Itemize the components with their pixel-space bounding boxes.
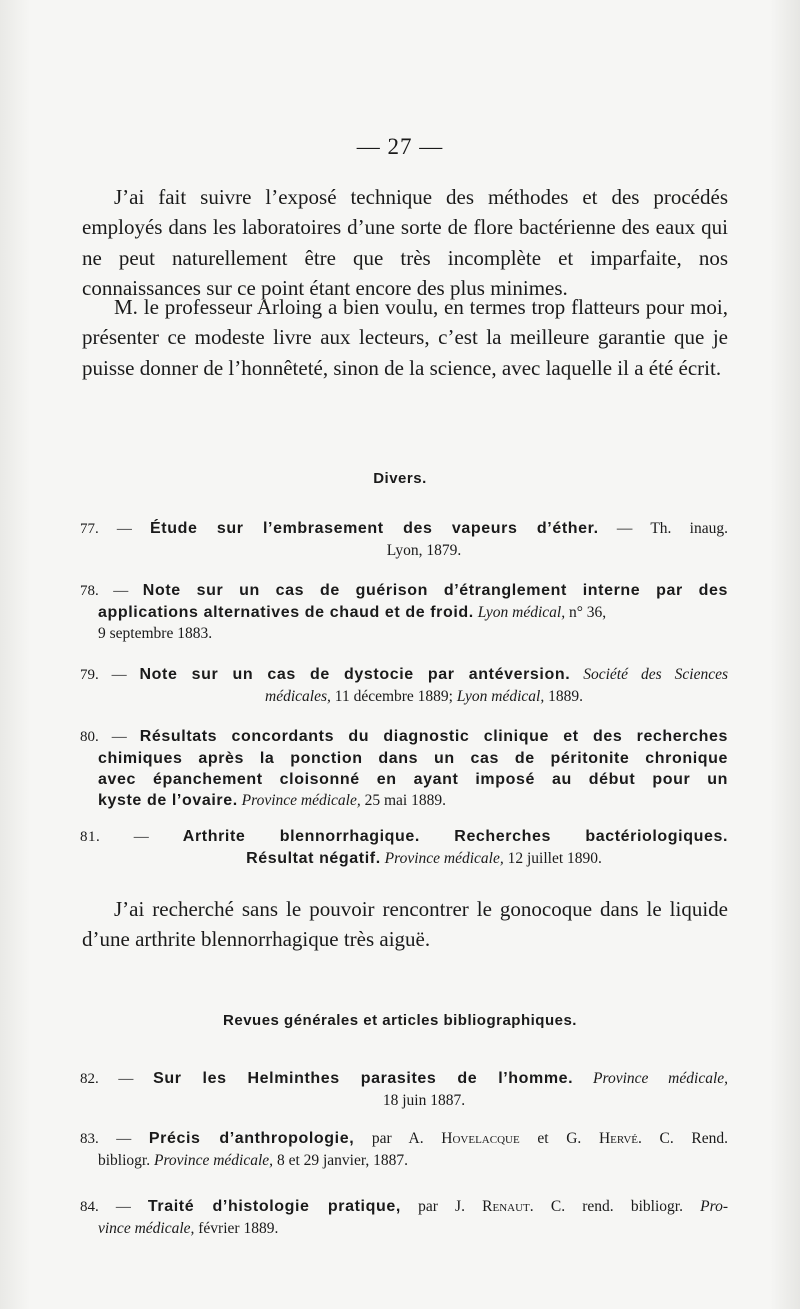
entry-line [80, 769, 728, 790]
entry-title: Arthrite blennorrhagique. Recherches bactériologiques. [182, 828, 728, 845]
entry-line [80, 1196, 728, 1218]
entry-note-cont: bibliogr. [98, 1152, 154, 1169]
entry-journal: Province médicale, [573, 1070, 729, 1087]
entry-note: . C. Rend. [638, 1130, 729, 1147]
entry-author: Renaut [482, 1198, 530, 1215]
entry-journal: Pro- [700, 1198, 729, 1215]
entry-title-cont: chimiques après la ponction dans un cas de péritonite chronique [98, 750, 728, 767]
bibliography-entry-83 [80, 1128, 728, 1171]
entry-line [80, 664, 728, 686]
note-paragraph: J’ai recherché sans le pouvoir rencontrer le gonocoque dans le liquide d’une arthrite blennorrhagique très aiguë. [82, 897, 728, 952]
section-title-divers: Divers. [373, 470, 427, 487]
entry-line [80, 848, 728, 869]
entry-date: 8 et 29 janvier, 1887. [273, 1152, 409, 1169]
entry-line [80, 686, 728, 707]
entry-title: Étude sur l’embrasement des vapeurs d’éther. [150, 520, 599, 537]
entry-title: Note sur un cas de dystocie par antéversion. [139, 666, 571, 683]
entry-title: Sur les Helminthes parasites de l’homme. [153, 1070, 574, 1087]
entry-journal: Lyon médical, [473, 604, 566, 621]
entry-note: . C. rend. bibliogr. [529, 1198, 701, 1215]
entry-line [80, 790, 728, 811]
entry-line [80, 748, 728, 769]
intro-paragraph-2: M. le professeur Arloing a bien voulu, en termes trop flatteurs pour moi, présenter ce modeste livre aux lecteurs, c’est la meilleure garantie que je puisse donner de l’honnêteté, sinon de la science, avec laquelle il a été écrit. [82, 295, 728, 380]
entry-par: par J. [400, 1198, 483, 1215]
bibliography-entry-80 [80, 726, 728, 811]
page-number: — 27 — [356, 134, 444, 159]
entry-number: 84. — [80, 1199, 148, 1215]
entry-number: 83. — [80, 1131, 149, 1147]
entry-date: 25 mai 1889. [360, 792, 446, 809]
entry-journal: Province médicale, [153, 1152, 274, 1169]
entry-line [80, 1068, 728, 1090]
entry-par: par A. [354, 1130, 442, 1147]
section-title-revues: Revues générales et articles bibliographiques. [223, 1012, 577, 1029]
entry-line [80, 826, 728, 848]
entry-number: 81. — [80, 829, 183, 845]
bibliography-entry-84 [80, 1196, 728, 1239]
bibliography-entry-82 [80, 1068, 728, 1111]
bibliography-entry-77 [80, 518, 728, 561]
entry-date: février 1889. [194, 1220, 279, 1237]
entry-journal: Société des Sciences [570, 666, 728, 683]
entry-title: Traité d’histologie pratique, [147, 1198, 401, 1215]
entry-line [80, 1218, 728, 1239]
entry-line [80, 726, 728, 748]
entry-source: — Th. inaug. [598, 520, 728, 537]
entry-author: Hervé [598, 1130, 638, 1147]
entry-number: 78. — [80, 583, 143, 599]
entry-journal: Province médicale, [380, 850, 504, 867]
entry-number: 77. — [80, 521, 150, 537]
entry-title-cont: avec épanchement cloisonné en ayant imposé au début pour un [98, 771, 728, 788]
entry-line [80, 518, 728, 540]
entry-line [80, 623, 728, 644]
entry-journal-cont: médicales, [265, 688, 331, 705]
entry-author: Hovelacque [441, 1130, 520, 1147]
entry-date: Lyon, 1879. [386, 542, 462, 559]
entry-date: 11 décembre 1889; [330, 688, 457, 705]
entry-title-cont: applications alternatives de chaud et de froid. [98, 604, 474, 621]
entry-journal-cont: vince médicale, [98, 1220, 195, 1237]
entry-line [80, 1128, 728, 1150]
entry-issue: n° 36, [565, 604, 607, 621]
entry-number: 80. — [80, 729, 140, 745]
entry-title-cont: Résultat négatif. [246, 850, 381, 867]
bibliography-entry-81 [80, 826, 728, 869]
entry-journal: Province médicale, [237, 792, 361, 809]
entry-number: 82. — [80, 1071, 154, 1087]
entry-date: 12 juillet 1890. [503, 850, 602, 867]
entry-title: Résultats concordants du diagnostic clinique et des recherches [139, 728, 729, 745]
intro-paragraph-1: J’ai fait suivre l’exposé technique des méthodes et des procédés employés dans les laboratoires d’une sorte de flore bactérienne des eaux qui ne peut naturellement être que très incomplète et imparfaite, nos connaissances sur ce point étant encore des plus minimes. [82, 185, 728, 301]
bibliography-entry-79 [80, 664, 728, 707]
entry-line [80, 1090, 728, 1111]
entry-date: 9 septembre 1883. [98, 625, 213, 642]
entry-year: 1889. [544, 688, 583, 705]
entry-date: 18 juin 1887. [382, 1092, 466, 1109]
entry-line [80, 540, 728, 561]
entry-line [80, 580, 728, 602]
bibliography-entry-78 [80, 580, 728, 644]
entry-title: Précis d’anthropologie, [148, 1130, 355, 1147]
entry-journal-2: Lyon médical, [456, 688, 545, 705]
entry-number: 79. — [80, 667, 140, 683]
entry-et: et G. [519, 1130, 599, 1147]
entry-line [80, 602, 728, 623]
entry-line [80, 1150, 728, 1171]
entry-title-cont: kyste de l’ovaire. [98, 792, 238, 809]
entry-title: Note sur un cas de guérison d’étranglement interne par des [142, 582, 728, 599]
